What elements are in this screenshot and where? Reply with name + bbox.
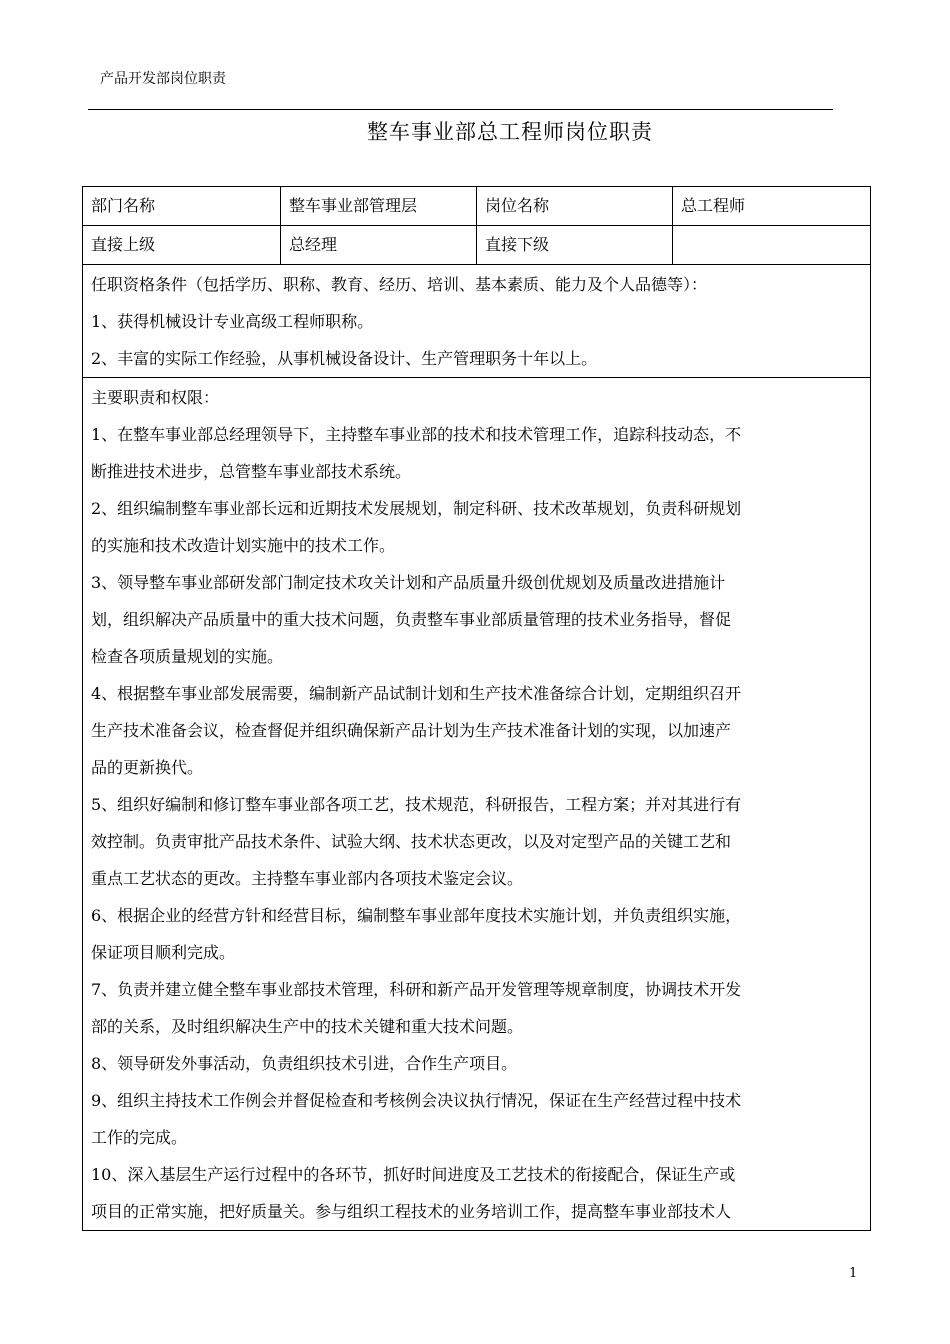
duty-line: 品的更新换代。	[91, 758, 204, 777]
duty-line: 效控制。负责审批产品技术条件、试验大纲、技术状态更改，以及对定型产品的关键工艺和	[91, 832, 732, 851]
duty-line: 生产技术准备会议，检查督促并组织确保新产品计划为生产技术准备计划的实现，以加速产	[91, 721, 732, 740]
duty-line: 5、组织好编制和修订整车事业部各项工艺，技术规范，科研报告，工程方案；并对其进行有	[91, 795, 742, 814]
duty-line: 6、根据企业的经营方针和经营目标，编制整车事业部年度技术实施计划，并负责组织实施，	[91, 906, 742, 925]
table-row	[83, 265, 871, 378]
qualifications-heading: 任职资格条件（包括学历、职称、教育、经历、培训、基本素质、能力及个人品德等）：	[91, 275, 708, 294]
duty-line: 工作的完成。	[91, 1128, 188, 1147]
qualification-line: 2、丰富的实际工作经验，从事机械设备设计、生产管理职务十年以上。	[91, 349, 598, 368]
table-row	[83, 226, 871, 265]
duty-line: 1、在整车事业部总经理领导下，主持整车事业部的技术和技术管理工作，追踪科技动态，不	[91, 425, 742, 444]
dept-name-value: 整车事业部管理层	[281, 187, 477, 226]
job-description-table	[82, 186, 871, 1231]
duty-line: 3、领导整车事业部研发部门制定技术攻关计划和产品质量升级创优规划及质量改进措施计	[91, 573, 726, 592]
position-name-value: 总工程师	[673, 187, 871, 226]
table-row	[83, 187, 871, 226]
duty-line: 9、组织主持技术工作例会并督促检查和考核例会决议执行情况，保证在生产经营过程中技术	[91, 1091, 742, 1110]
duty-line: 项目的正常实施，把好质量关。参与组织工程技术的业务培训工作，提高整车事业部技术人	[91, 1202, 732, 1221]
duty-line: 10、深入基层生产运行过程中的各环节，抓好时间进度及工艺技术的衔接配合，保证生产或	[91, 1165, 736, 1184]
duty-line: 断推进技术进步，总管整车事业部技术系统。	[91, 462, 412, 481]
direct-subordinate-value	[673, 226, 871, 265]
duty-line: 的实施和技术改造计划实施中的技术工作。	[91, 536, 396, 555]
qualifications-cell	[83, 265, 871, 378]
document-title: 整车事业部总工程师岗位职责	[367, 120, 653, 144]
table-row	[83, 378, 871, 1231]
duties-cell	[83, 378, 871, 1231]
direct-superior-label: 直接上级	[83, 226, 281, 265]
duty-line: 划，组织解决产品质量中的重大技术问题，负责整车事业部质量管理的技术业务指导，督促	[91, 610, 732, 629]
direct-superior-value: 总经理	[281, 226, 477, 265]
duty-line: 部的关系，及时组织解决生产中的技术关键和重大技术问题。	[91, 1017, 524, 1036]
duty-line: 4、根据整车事业部发展需要，编制新产品试制计划和生产技术准备综合计划，定期组织召开	[91, 684, 742, 703]
header-divider	[88, 109, 833, 110]
duty-line: 2、组织编制整车事业部长远和近期技术发展规划，制定科研、技术改革规划，负责科研规划	[91, 499, 742, 518]
duty-line: 7、负责并建立健全整车事业部技术管理，科研和新产品开发管理等规章制度，协调技术开发	[91, 980, 742, 999]
dept-name-label: 部门名称	[83, 187, 281, 226]
duty-line: 重点工艺状态的更改。主持整车事业部内各项技术鉴定会议。	[91, 869, 524, 888]
duties-heading: 主要职责和权限：	[91, 388, 220, 407]
duty-line: 检查各项质量规划的实施。	[91, 647, 284, 666]
duty-line: 8、领导研发外事活动，负责组织技术引进，合作生产项目。	[91, 1054, 518, 1073]
page-number: 1	[849, 1266, 858, 1281]
direct-subordinate-label: 直接下级	[477, 226, 673, 265]
qualification-line: 1、获得机械设计专业高级工程师职称。	[91, 312, 374, 331]
duty-line: 保证项目顺利完成。	[91, 943, 236, 962]
position-name-label: 岗位名称	[477, 187, 673, 226]
running-header: 产品开发部岗位职责	[100, 71, 226, 87]
